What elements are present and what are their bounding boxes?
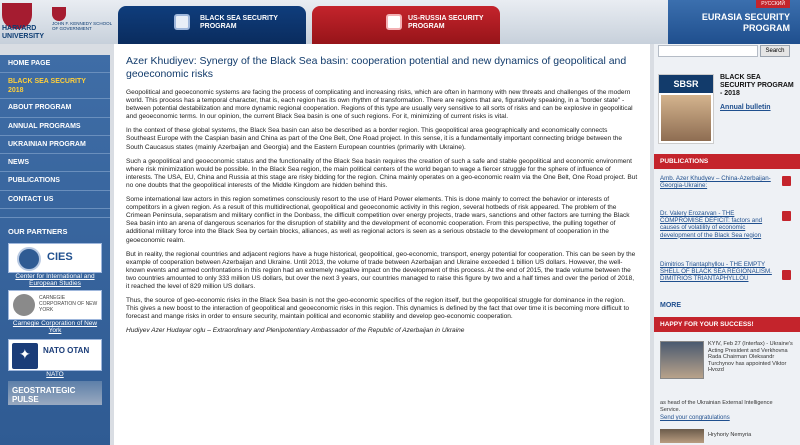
globe-icon — [17, 247, 41, 271]
nato-star-icon: ✦ — [12, 343, 38, 369]
annual-bulletin-link[interactable]: Annual bulletin — [720, 104, 771, 111]
article-title: Azer Khudiyev: Synergy of the Black Sea basin: cooperation potential and new dynamics of geopolitical and geoeconomic risks — [126, 55, 627, 80]
partner-carnegie-link[interactable]: Carnegie Corporation of New York — [12, 320, 98, 335]
cover-title: SBSR — [659, 75, 713, 93]
news-text: KYIV, Feb 27 (Interfax) - Ukraine's Acting President and Verkhovna Rada Chairman Oleksandr Turchynov has appointed Viktor Hvozd — [708, 341, 793, 374]
left-sidebar — [0, 55, 110, 445]
publication-link[interactable]: Dr. Valery Erozarvan - THE COMPROMISE DEFICIT: factors and causes of volatility of economic development of the Black Sea region — [660, 210, 763, 239]
pdf-icon[interactable] — [782, 211, 791, 221]
language-switch[interactable]: РУССКИЙ — [756, 0, 790, 8]
tab-black-sea-security[interactable] — [118, 6, 306, 44]
nato-logo[interactable] — [8, 339, 102, 371]
right-column — [654, 44, 800, 445]
more-link[interactable]: MORE — [660, 302, 681, 309]
publication-link[interactable]: Amb. Azer Khudyev – China-Azerbaijan-Georgia-Ukraine: — [660, 175, 771, 190]
geostrategic-pulse-banner[interactable]: GEOSTRATEGIC PULSE — [8, 381, 102, 405]
publication-link[interactable]: Dimitrios Triantaphyllou - THE EMPTY SHELL OF BLACK SEA REGIONALISM. DIMITRIOS TRIANTAPHYLLOU — [660, 261, 772, 283]
news2-name: Hryhoriy Nemyria — [708, 432, 752, 438]
nav-item-about[interactable]: ABOUT PROGRAM — [0, 99, 110, 117]
nav-item-ukrainian-program[interactable]: UKRAINIAN PROGRAM — [0, 136, 110, 154]
search-input[interactable] — [658, 45, 758, 57]
harvard-logo[interactable] — [2, 3, 113, 41]
nav-item-publications[interactable]: PUBLICATIONS — [0, 172, 110, 190]
article-paragraph: Geopolitical and geoeconomic systems are facing the process of complicating and increasing risks, which are often in harmony with new threats and challenges of the modern world. This process has a temporal character, that is, each region has its own rhythm of transformation. There are regions that are, figuratively speaking, in a "border state" - between potential destabilization and more dynamic regional cooperation. Regions of this type are usually very sensitive to all sorts of risks and can be explosive in geopolitical and geoeconomic terms. In our opinion, the current Black Sea basin is one of such regions. For it, minimizing of current risks is vital. — [126, 89, 633, 121]
article-paragraph: Thus, the source of geo-economic risks in the Black Sea basin is not the geo-economic specifics of the region itself, but the geopolitical struggle for dominance in the region. This gives a new boost to the interaction of geopolitical and geoeconomic risks in this region. This dynamics is defined by the fact that over time it is becoming more difficult to forecast and mange risks in order to ensure security, maintain political and economic stability and develop geo-economic cooperation. — [126, 297, 630, 321]
kennedy-school-name: JOHN F. KENNEDY SCHOOL OF GOVERNMENT — [52, 21, 113, 31]
search-bar — [654, 44, 800, 60]
tab-us-russia-security[interactable] — [312, 6, 500, 44]
article-paragraph: But in reality, the regional countries and adjacent regions have a huge historical, geopolitical, geo-economic, transport, energy potential for cooperation. This can be seen by the example of cooperation between Azerbaijan and Ukraine. Until 2013, the volume of trade between Azerbaijan and Ukraine exceeded 1 billion US dollars. However, the well-known events and armed confrontations in this region had an extremely negative impact on the development of this process. At the end of 2015, the trade volume between the two countries amounted to only 333 million US dollars, but over the next 3 years, our countries managed to raise this figure by two and a half times and over the period of 2018, it reached the level of 829 million US dollars. — [126, 250, 636, 290]
news-photo[interactable] — [660, 341, 704, 379]
partner-nato-link[interactable]: NATO — [46, 371, 64, 379]
happy-heading: HAPPY FOR YOUR SUCCESS! — [654, 317, 800, 332]
nav-item-news[interactable]: NEWS — [0, 154, 110, 172]
news-text-continued: as head of the Ukrainian External Intelligence Service. — [660, 400, 773, 413]
partner-carnegie[interactable] — [8, 290, 102, 334]
site-header — [0, 0, 800, 44]
news2-photo[interactable] — [660, 429, 704, 443]
nav-item-black-sea-security-2018[interactable]: BLACK SEA SECURITY 2018 — [0, 73, 110, 99]
partner-cies[interactable] — [8, 243, 102, 287]
nav-item-annual-programs[interactable]: ANNUAL PROGRAMS — [0, 118, 110, 136]
nato-logo-text: NATO OTAN — [43, 346, 90, 356]
pdf-icon[interactable] — [782, 270, 791, 280]
tab-bss-label: BLACK SEA SECURITY PROGRAM — [200, 15, 278, 30]
eurasia-banner — [668, 0, 800, 44]
bulletin-cover[interactable] — [658, 74, 714, 144]
article-paragraph: In the context of these global systems, the Black Sea basin can also be described as a border region. This geopolitical area geographically and economically connects Southeast Europe with the Caspian basin and China as part of the One Belt, One Road project. In this sense, it is a fundamentally important connecting bridge between the South Caucasus states (mainly Azerbaijan and Georgia) and the Eastern European countries (primarily with Ukraine). — [126, 127, 623, 151]
us-russia-logo-icon — [386, 14, 402, 30]
article — [114, 44, 650, 445]
annual-bulletin-promo — [658, 74, 794, 154]
pdf-icon[interactable] — [782, 176, 791, 186]
carnegie-logo[interactable] — [8, 290, 102, 320]
cies-logo[interactable] — [8, 243, 102, 273]
carnegie-logo-text: CARNEGIE CORPORATION OF NEW YORK — [39, 295, 98, 314]
publications-heading: PUBLICATIONS — [654, 154, 800, 169]
eurasia-title: EURASIA SECURITY PROGRAM — [701, 12, 790, 33]
nav-item-contact[interactable]: CONTACT US — [0, 191, 110, 209]
nav-menu — [0, 55, 110, 209]
article-paragraph: Such a geopolitical and geoeconomic status and the functionality of the Black Sea basin requires the creation of such a safe and stable geopolitical and economic environment where risk minimization would be possible. In the Black Sea region, the main political centers of the world began to wage a fiercer struggle for the sphere of influence of interests. The USA, EU, China and Russia at this stage are risky bidding for the region. China mainly operates on a geo-economic realm via the One Belt, One Road project. But no one doubts that the geopolitical interests of the Middle Kingdom are hidden behind this. — [126, 157, 638, 189]
partner-cies-link[interactable]: Center for International and European Studies — [15, 273, 95, 288]
cies-logo-text: CIES — [47, 251, 73, 264]
article-paragraph: Some international law actors in this region sometimes consciously resort to the use of Hard Power elements. This is done mainly to correct the behavior or interests of competitors in a given region. As a result of this multidirectional, geopolitical and geoeconomic activity in this region, several hotbeds of risk appeared. The problem of the Crimean Peninsula, separatism and military conflict in the Donbass, the difficult competition over energy projects, trade wars, sanctions and other factors are turning the Black Sea basin into an arena of dangerous scenarios for the disruption of stability and the development of economic cooperation. From this perspective, the pulling together of additional military force into the Black Sea by certain blocks, alliances, as well as regional actors is seen as a serious obstacle to the development of cooperation in the geoeconomic realm. — [126, 196, 630, 244]
send-congratulations-link[interactable]: Send your congratulations — [660, 415, 730, 421]
kennedy-shield-icon — [52, 7, 66, 21]
promo-title: BLACK SEA SECURITY PROGRAM - 2018 — [720, 74, 794, 97]
article-signature: Hudiyev Azer Hudayar oglu – Extraordinary and Plenipotentiary Ambassador of the Republic of Azerbaijan in Ukraine — [126, 327, 465, 335]
partners-heading: OUR PARTNERS — [0, 217, 110, 240]
search-button[interactable]: Search — [760, 45, 790, 57]
bss-logo-icon — [174, 14, 190, 30]
nav-item-home[interactable]: HOME PAGE — [0, 55, 110, 73]
harvard-name: HARVARD UNIVERSITY — [2, 25, 45, 40]
cover-image — [661, 95, 711, 141]
tab-rus-label: US-RUSSIA SECURITY PROGRAM — [408, 15, 484, 30]
carnegie-seal-icon — [13, 294, 35, 316]
